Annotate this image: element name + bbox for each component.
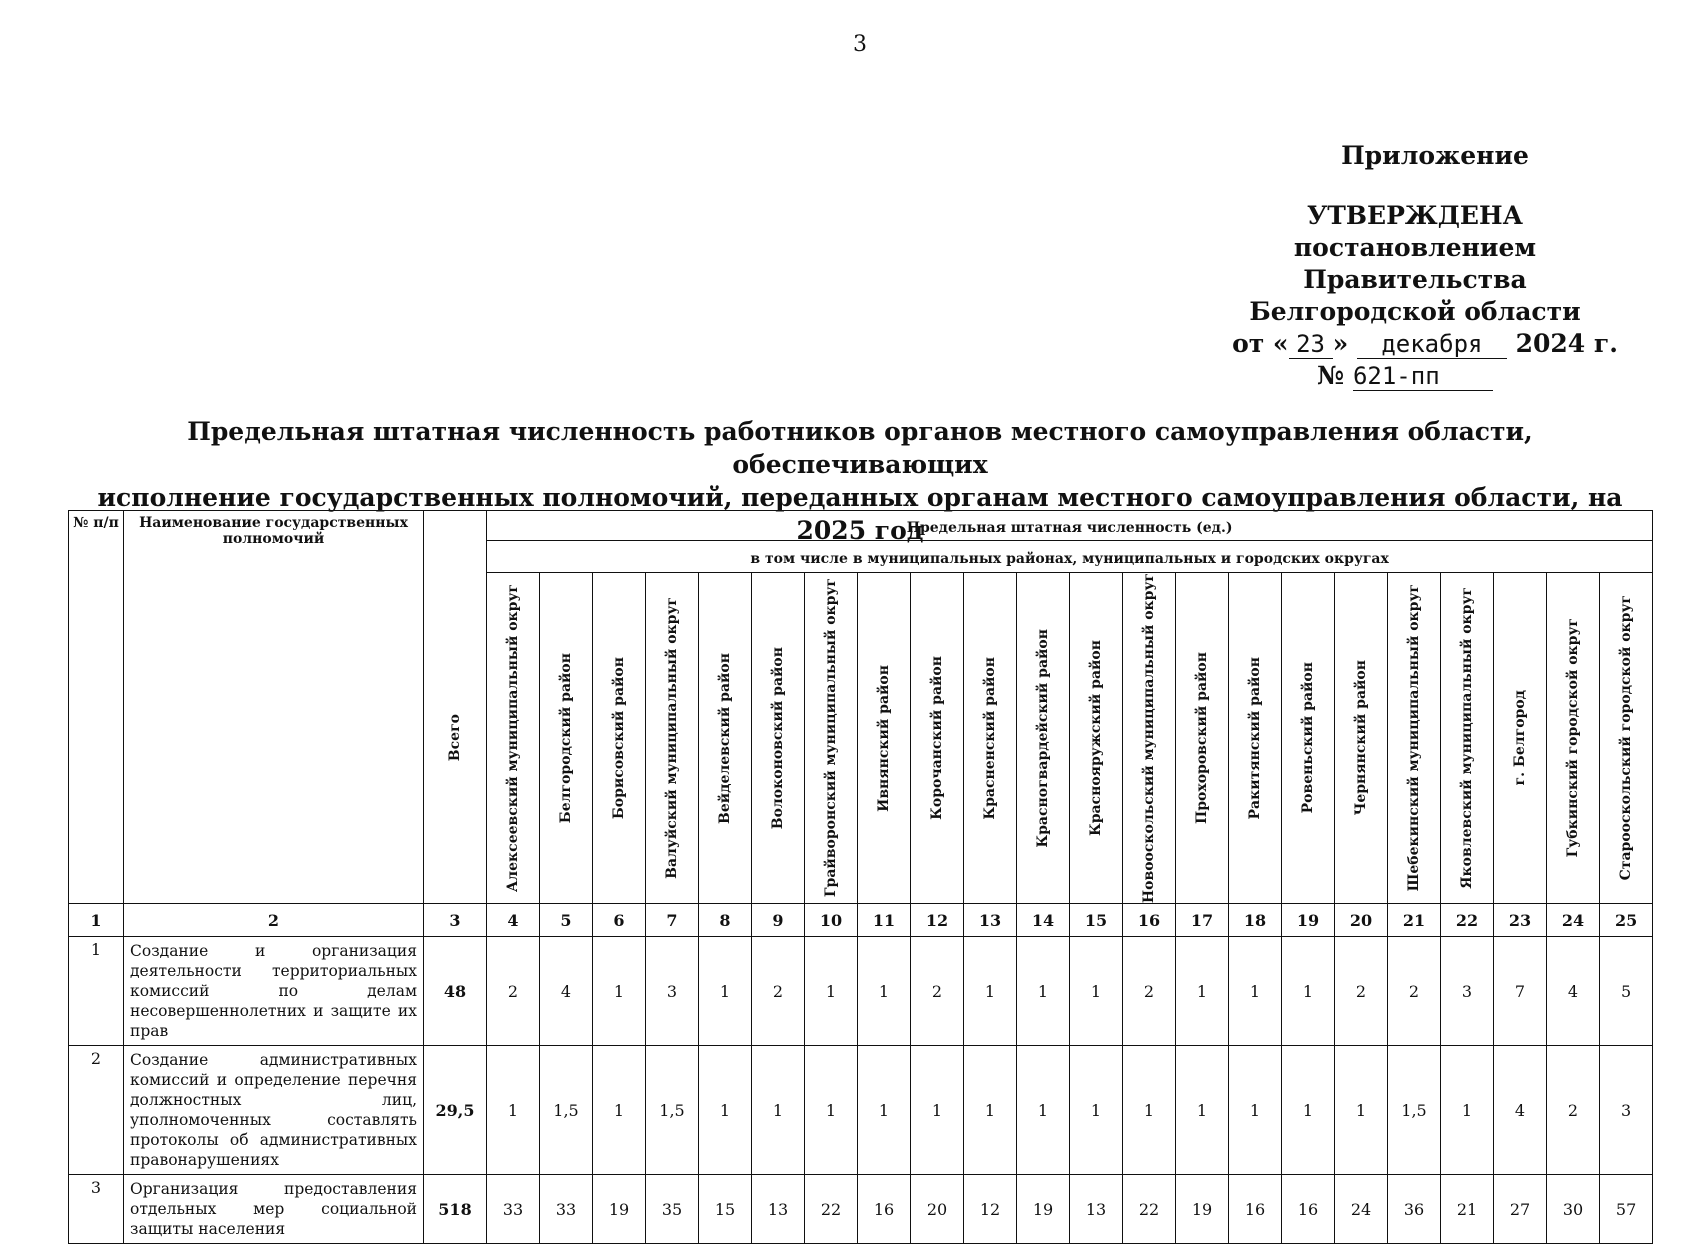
district-label: Ровеньский район (1300, 662, 1316, 814)
district-value: 35 (646, 1175, 699, 1244)
page-number: 3 (853, 32, 867, 57)
district-header (1494, 573, 1547, 904)
column-number: 25 (1600, 904, 1653, 937)
district-header (1229, 573, 1282, 904)
row-number: 1 (69, 937, 124, 1046)
district-label: Губкинский городской округ (1565, 618, 1581, 858)
district-value: 1 (1176, 1046, 1229, 1175)
district-label: Волоконовский район (770, 646, 786, 830)
header-total-spacer (424, 511, 487, 573)
district-header (1176, 573, 1229, 904)
column-number: 21 (1388, 904, 1441, 937)
district-label: Новооскольский муниципальный округ (1141, 573, 1157, 904)
approval-line1: постановлением Правительства (1293, 233, 1537, 294)
district-header (964, 573, 1017, 904)
district-value: 30 (1547, 1175, 1600, 1244)
column-number: 1 (69, 904, 124, 937)
district-value: 1 (1282, 937, 1335, 1046)
column-number: 6 (593, 904, 646, 937)
column-number: 8 (699, 904, 752, 937)
district-header (858, 573, 911, 904)
district-header (911, 573, 964, 904)
district-value: 21 (1441, 1175, 1494, 1244)
district-value: 1 (1017, 937, 1070, 1046)
district-header (1282, 573, 1335, 904)
district-value: 4 (1494, 1046, 1547, 1175)
district-value: 1 (752, 1046, 805, 1175)
district-value: 16 (1282, 1175, 1335, 1244)
approved-label: УТВЕРЖДЕНА (1307, 201, 1523, 230)
district-header (1441, 573, 1494, 904)
column-number: 11 (858, 904, 911, 937)
column-number: 18 (1229, 904, 1282, 937)
column-number: 15 (1070, 904, 1123, 937)
district-value: 1 (964, 1046, 1017, 1175)
district-header (1388, 573, 1441, 904)
header-num: № п/п (69, 511, 124, 904)
number-prefix: № (1317, 361, 1345, 390)
header-name: Наименование государственных полномочий (124, 511, 424, 904)
district-value: 1 (1441, 1046, 1494, 1175)
district-value: 2 (911, 937, 964, 1046)
district-value: 22 (805, 1175, 858, 1244)
column-number: 17 (1176, 904, 1229, 937)
row-total: 518 (424, 1175, 487, 1244)
district-label: Грайворонский муниципальный округ (823, 578, 839, 898)
power-name: Создание и организация деятельности территориальных комиссий по делам несовершеннолетних и защите их прав (124, 937, 424, 1046)
district-header (1547, 573, 1600, 904)
district-value: 1 (699, 937, 752, 1046)
column-number: 13 (964, 904, 1017, 937)
approval-number (1170, 360, 1640, 392)
district-value: 1 (911, 1046, 964, 1175)
column-number: 10 (805, 904, 858, 937)
row-number: 3 (69, 1175, 124, 1244)
district-header (540, 573, 593, 904)
district-value: 1,5 (646, 1046, 699, 1175)
column-number: 22 (1441, 904, 1494, 937)
district-label: Прохоровский район (1194, 652, 1210, 825)
approval-stamp (1180, 200, 1650, 392)
district-value: 24 (1335, 1175, 1388, 1244)
district-label: Корочанский район (929, 656, 945, 820)
header-total (424, 573, 487, 904)
district-value: 1 (1070, 937, 1123, 1046)
district-value: 1 (805, 1046, 858, 1175)
row-total: 48 (424, 937, 487, 1046)
district-value: 4 (540, 937, 593, 1046)
district-value: 1 (1017, 1046, 1070, 1175)
appendix-label: Приложение (1341, 141, 1529, 170)
district-label: Ракитянский район (1247, 656, 1263, 820)
district-label: Красненский район (982, 656, 998, 820)
column-number: 5 (540, 904, 593, 937)
district-label: Борисовский район (611, 656, 627, 820)
district-value: 57 (1600, 1175, 1653, 1244)
staffing-table (68, 510, 1653, 1244)
district-header (1600, 573, 1653, 904)
district-label: Шебекинский муниципальный округ (1406, 584, 1422, 892)
row-total: 29,5 (424, 1046, 487, 1175)
district-value: 1 (1282, 1046, 1335, 1175)
district-value: 19 (1176, 1175, 1229, 1244)
district-header (1335, 573, 1388, 904)
district-header (593, 573, 646, 904)
district-header (1123, 573, 1176, 904)
district-value: 19 (1017, 1175, 1070, 1244)
column-number: 16 (1123, 904, 1176, 937)
district-label: Вейделевский район (717, 652, 733, 824)
column-number: 20 (1335, 904, 1388, 937)
header-sub: в том числе в муниципальных районах, муниципальных и городских округах (487, 541, 1653, 573)
table-row (69, 937, 1653, 1046)
district-header (646, 573, 699, 904)
district-label: Чернянский район (1353, 660, 1369, 816)
district-value: 1 (593, 1046, 646, 1175)
district-label: Белгородский район (558, 652, 574, 824)
power-name: Организация предоставления отдельных мер социальной защиты населения (124, 1175, 424, 1244)
district-value: 4 (1547, 937, 1600, 1046)
date-mid: » (1332, 329, 1349, 358)
district-value: 1 (964, 937, 1017, 1046)
district-label: Валуйский муниципальный округ (664, 597, 680, 879)
district-value: 1 (858, 937, 911, 1046)
power-name: Создание административных комиссий и определение перечня должностных лиц, уполномоченных составлять протоколы об административных правонарушениях (124, 1046, 424, 1175)
district-value: 1 (1229, 1046, 1282, 1175)
district-header (805, 573, 858, 904)
district-value: 1 (858, 1046, 911, 1175)
district-value: 5 (1600, 937, 1653, 1046)
district-header (1070, 573, 1123, 904)
date-year: 2024 г. (1515, 329, 1618, 358)
date-prefix: от « (1232, 329, 1289, 358)
district-value: 1,5 (540, 1046, 593, 1175)
district-label: Красногвардейский район (1035, 628, 1051, 848)
district-value: 1 (699, 1046, 752, 1175)
district-value: 33 (487, 1175, 540, 1244)
district-value: 2 (1547, 1046, 1600, 1175)
district-value: 36 (1388, 1175, 1441, 1244)
district-value: 1 (1229, 937, 1282, 1046)
district-value: 33 (540, 1175, 593, 1244)
district-value: 2 (1123, 937, 1176, 1046)
district-value: 16 (1229, 1175, 1282, 1244)
column-number: 24 (1547, 904, 1600, 937)
title-line1: Предельная штатная численность работников органов местного самоуправления области, обеспечивающих (187, 417, 1533, 479)
district-value: 1 (487, 1046, 540, 1175)
district-value: 27 (1494, 1175, 1547, 1244)
district-header (487, 573, 540, 904)
date-month: декабря (1357, 330, 1507, 359)
column-number: 19 (1282, 904, 1335, 937)
district-label: Яковлевский муниципальный округ (1459, 587, 1475, 889)
district-value: 1 (805, 937, 858, 1046)
district-label: Алексеевский муниципальный округ (505, 583, 521, 893)
district-header (752, 573, 805, 904)
column-number: 14 (1017, 904, 1070, 937)
district-label: Ивнянский район (876, 664, 892, 812)
column-number: 23 (1494, 904, 1547, 937)
table-row (69, 1175, 1653, 1244)
district-value: 1 (593, 937, 646, 1046)
district-value: 13 (1070, 1175, 1123, 1244)
header-limit: Предельная штатная численность (ед.) (487, 511, 1653, 541)
district-value: 2 (752, 937, 805, 1046)
district-label: Старооскольский городской округ (1618, 595, 1635, 881)
approval-line2: Белгородской области (1249, 297, 1581, 326)
district-value: 1,5 (1388, 1046, 1441, 1175)
column-number: 3 (424, 904, 487, 937)
date-day: 23 (1289, 330, 1333, 359)
district-label: Краснояружский район (1088, 640, 1104, 837)
district-value: 20 (911, 1175, 964, 1244)
district-value: 15 (699, 1175, 752, 1244)
district-value: 7 (1494, 937, 1547, 1046)
district-value: 22 (1123, 1175, 1176, 1244)
column-number: 4 (487, 904, 540, 937)
district-value: 1 (1123, 1046, 1176, 1175)
approval-date (1190, 328, 1660, 360)
document-number: 621-пп (1353, 362, 1493, 391)
district-value: 16 (858, 1175, 911, 1244)
district-value: 12 (964, 1175, 1017, 1244)
district-header (699, 573, 752, 904)
district-value: 2 (1388, 937, 1441, 1046)
district-value: 1 (1335, 1046, 1388, 1175)
district-value: 1 (1176, 937, 1229, 1046)
district-value: 13 (752, 1175, 805, 1244)
column-number: 2 (124, 904, 424, 937)
table-row (69, 1046, 1653, 1175)
header-total-label: Всего (447, 714, 463, 762)
district-value: 3 (646, 937, 699, 1046)
district-header (1017, 573, 1070, 904)
district-value: 3 (1600, 1046, 1653, 1175)
column-number: 7 (646, 904, 699, 937)
title-line2: исполнение государственных полномочий, переданных органам местного самоуправления области, на 2025 год (97, 483, 1623, 545)
district-value: 3 (1441, 937, 1494, 1046)
district-value: 1 (1070, 1046, 1123, 1175)
district-label: г. Белгород (1512, 690, 1528, 786)
column-number: 12 (911, 904, 964, 937)
row-number: 2 (69, 1046, 124, 1175)
district-value: 19 (593, 1175, 646, 1244)
column-number: 9 (752, 904, 805, 937)
district-value: 2 (487, 937, 540, 1046)
district-value: 2 (1335, 937, 1388, 1046)
